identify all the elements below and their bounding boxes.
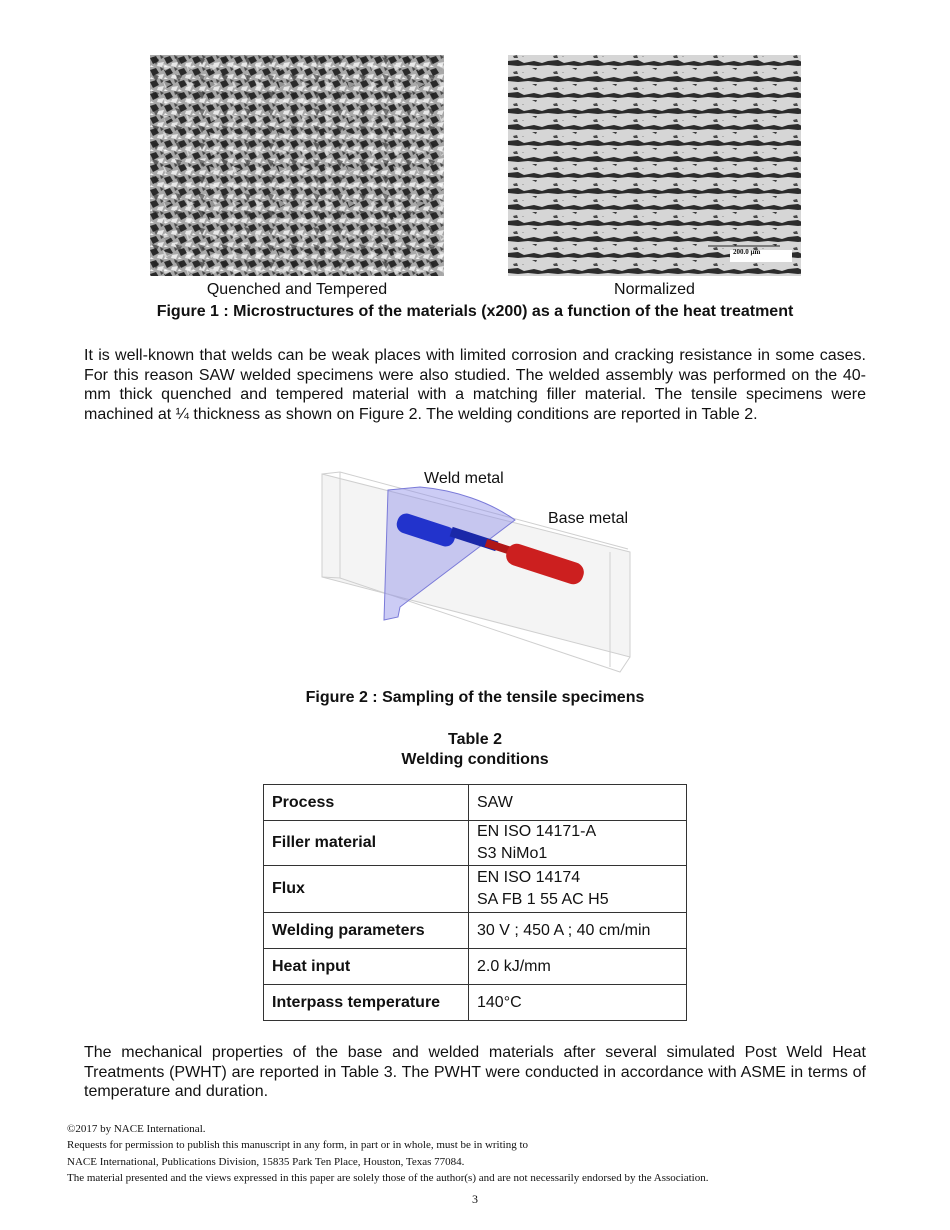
base-metal-label: Base metal	[548, 510, 629, 527]
row-key: Interpass temperature	[264, 985, 469, 1021]
row-key: Heat input	[264, 949, 469, 985]
row-value-line: EN ISO 14171-A	[477, 823, 597, 840]
paragraph-mechanical: The mechanical properties of the base and welded materials after several simulated Post Weld Heat Treatments (PWHT) are reported in Table 3. The PWHT were conducted in accordance with ASME in terms of temperature and duration.	[84, 1044, 866, 1100]
table-row	[264, 866, 687, 913]
table-row	[264, 913, 687, 949]
row-key: Welding parameters	[264, 913, 469, 949]
figure2-caption: Figure 2 : Sampling of the tensile specimens	[305, 689, 645, 706]
weld-metal-label: Weld metal	[424, 470, 504, 487]
figure1-caption: Figure 1 : Microstructures of the materials (x200) as a function of the heat treatment	[156, 303, 794, 320]
footer-address: NACE International, Publications Division, 15835 Park Ten Place, Houston, Texas 77084.	[67, 1156, 465, 1168]
row-key: Process	[264, 785, 469, 821]
row-value-line: S3 NiMo1	[477, 845, 548, 862]
table2-title: Table 2	[448, 731, 502, 748]
table-row	[264, 821, 687, 866]
row-value: SAW	[469, 785, 687, 821]
micrograph-quenched-tempered	[150, 55, 444, 276]
page-number: 3	[472, 1192, 478, 1206]
row-key: Filler material	[264, 821, 469, 866]
figure1-left-label: Quenched and Tempered	[206, 281, 388, 298]
scale-bar-label: 200.0 µm	[733, 248, 761, 256]
paragraph-welds: It is well-known that welds can be weak places with limited corrosion and cracking resistance in some cases. For this reason SAW welded specimens were also studied. The welded assembly was performed on the 40-mm thick quenched and tempered material with a matching filler material. The tensile specimens were machined at ¼ thickness as shown on Figure 2. The welding conditions are reported in Table 2.	[84, 347, 866, 423]
row-value	[469, 821, 687, 866]
figure1-right-label: Normalized	[614, 281, 695, 298]
figure2-diagram	[310, 462, 640, 682]
table-row	[264, 985, 687, 1021]
footer-copyright: ©2017 by NACE International.	[67, 1123, 206, 1135]
row-value: 140°C	[469, 985, 687, 1021]
micrograph-n-texture	[508, 55, 801, 276]
welding-conditions-table	[263, 784, 687, 1021]
table-row	[264, 785, 687, 821]
row-value-line: EN ISO 14174	[477, 869, 581, 886]
micrograph-qt-texture	[150, 55, 444, 276]
row-value-line: SA FB 1 55 AC H5	[477, 891, 609, 908]
row-value	[469, 866, 687, 913]
table2-subtitle: Welding conditions	[401, 751, 549, 768]
micrograph-normalized	[508, 55, 801, 276]
footer-permission: Requests for permission to publish this manuscript in any form, in part or in whole, must be in writing to	[67, 1139, 529, 1151]
footer-disclaimer: The material presented and the views expressed in this paper are solely those of the author(s) and are not necessarily endorsed by the Association.	[67, 1172, 709, 1184]
row-value: 2.0 kJ/mm	[469, 949, 687, 985]
table-row	[264, 949, 687, 985]
row-value: 30 V ; 450 A ; 40 cm/min	[469, 913, 687, 949]
row-key: Flux	[264, 866, 469, 913]
